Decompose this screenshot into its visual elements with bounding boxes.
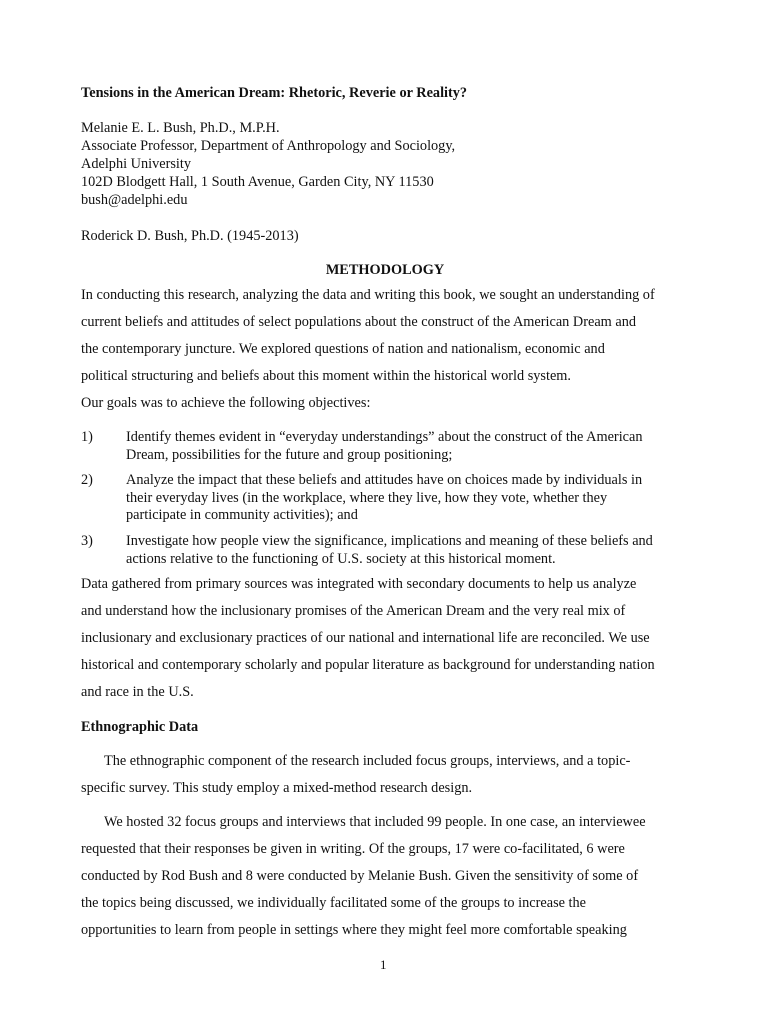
- data-line: Data gathered from primary sources was integrated with secondary documents to help us analyze: [81, 576, 637, 592]
- author1-institution: Adelphi University: [81, 156, 191, 172]
- author1-position: Associate Professor, Department of Anthropology and Sociology,: [81, 138, 456, 154]
- objective-number: 3): [81, 533, 93, 549]
- intro-line: current beliefs and attitudes of select populations about the construct of the American Dream and: [81, 314, 637, 330]
- objective-line: their everyday lives (in the workplace, where they live, how they vote, whether they: [126, 489, 608, 506]
- intro-line: In conducting this research, analyzing the data and writing this book, we sought an understanding of: [81, 287, 655, 303]
- author2-name: Roderick D. Bush, Ph.D. (1945-2013): [81, 228, 299, 244]
- focus-line: We hosted 32 focus groups and interviews that included 99 people. In one case, an interviewee: [104, 814, 646, 830]
- document-title: Tensions in the American Dream: Rhetoric, Reverie or Reality?: [81, 85, 468, 101]
- objective-line: Analyze the impact that these beliefs and attitudes have on choices made by individuals in: [126, 472, 643, 488]
- objective-number: 2): [81, 472, 93, 488]
- section-heading: METHODOLOGY: [325, 262, 445, 278]
- focus-line: conducted by Rod Bush and 8 were conducted by Melanie Bush. Given the sensitivity of some of: [81, 868, 639, 884]
- focus-line: the topics being discussed, we individually facilitated some of the groups to increase the: [81, 895, 587, 911]
- intro-line: political structuring and beliefs about this moment within the historical world system.: [81, 368, 571, 384]
- objective-text: [126, 472, 706, 525]
- objective-line: participate in community activities); and: [126, 507, 358, 523]
- author1-name: Melanie E. L. Bush, Ph.D., M.P.H.: [81, 120, 280, 136]
- author1-email: bush@adelphi.edu: [81, 192, 188, 208]
- objective-text: [126, 533, 706, 568]
- focus-line: opportunities to learn from people in settings where they might feel more comfortable speaking: [81, 922, 627, 938]
- goals-intro: Our goals was to achieve the following objectives:: [81, 395, 371, 411]
- subheading: Ethnographic Data: [81, 719, 199, 735]
- objective-line: Dream, possibilities for the future and group positioning;: [126, 446, 453, 463]
- objective-line: Investigate how people view the significance, implications and meaning of these beliefs and: [126, 533, 653, 549]
- objective-text: [126, 429, 706, 464]
- intro-line: the contemporary juncture. We explored questions of nation and nationalism, economic and: [81, 341, 605, 357]
- data-line: and race in the U.S.: [81, 684, 194, 700]
- ethno-line: The ethnographic component of the research included focus groups, interviews, and a topic-: [104, 753, 631, 769]
- objective-line: actions relative to the functioning of U.S. society at this historical moment.: [126, 550, 556, 567]
- focus-line: requested that their responses be given in writing. Of the groups, 17 were co-facilitated, 6 were: [81, 841, 625, 857]
- objective-line: Identify themes evident in “everyday understandings” about the construct of the American: [126, 429, 643, 445]
- data-line: historical and contemporary scholarly and popular literature as background for understanding nation: [81, 657, 655, 673]
- data-line: and understand how the inclusionary promises of the American Dream and the very real mix of: [81, 603, 626, 619]
- data-line: inclusionary and exclusionary practices of our national and international life are reconciled. We use: [81, 630, 650, 646]
- page-number: 1: [380, 957, 387, 972]
- objective-number: 1): [81, 429, 93, 445]
- ethno-line: specific survey. This study employ a mixed-method research design.: [81, 780, 473, 796]
- author1-address: 102D Blodgett Hall, 1 South Avenue, Garden City, NY 11530: [81, 174, 434, 190]
